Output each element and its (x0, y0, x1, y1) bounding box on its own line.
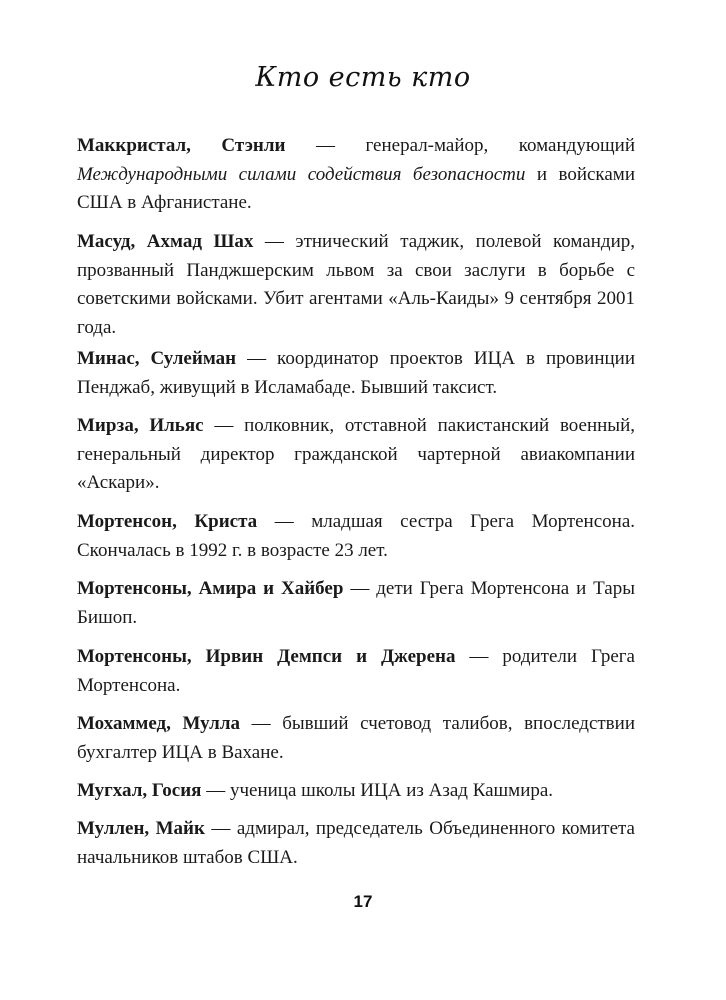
glossary-entry (77, 777, 635, 806)
entry-name: Мирза, Ильяс (77, 415, 204, 436)
running-header: Кто есть кто (255, 62, 471, 93)
entry-text: — дети Грега Мортенсона и Тары Бишоп. (77, 578, 635, 628)
entry-text: — координатор проектов ИЦА в провинции Пенджаб, живущий в Исламабаде. Бывший таксист. (77, 348, 635, 398)
entry-text: — ученица школы ИЦА из Азад Кашмира. (201, 780, 554, 801)
entry-italic-text: Международными силами содействия безопасности (77, 163, 526, 185)
glossary-entry (77, 345, 635, 402)
entry-text: — адмирал, председатель Объединенного комитета начальников штабов США. (77, 818, 635, 868)
glossary-entry (77, 132, 635, 218)
entry-text: и войсками США в Афганистане. (77, 163, 635, 213)
page-number: 17 (353, 892, 373, 911)
entry-name: Маккристал, Стэнли (77, 135, 286, 156)
glossary-entry (77, 575, 635, 632)
glossary-entry (77, 228, 635, 342)
glossary-entry (77, 710, 635, 767)
entry-name: Мортенсон, Криста (77, 511, 258, 532)
entry-text: — полковник, отставной пакистанский военный, генеральный директор гражданской чартерной авиакомпании «Аскари». (77, 415, 635, 493)
entry-name: Мортенсоны, Ирвин Демпси и Джерена (77, 646, 456, 667)
glossary-entry (77, 412, 635, 498)
glossary-entry (77, 508, 635, 565)
entry-text: — этнический таджик, полевой командир, прозванный Панджшерским львом за свои заслуги в борьбе с советскими войсками. Убит агентами «Аль-Каиды» 9 сентября 2001 года. (77, 231, 635, 338)
entry-name: Муллен, Майк (77, 818, 205, 839)
glossary-entry (77, 815, 635, 872)
entry-text: — генерал-майор, командующий (285, 135, 635, 156)
entry-name: Мугхал, Госия (77, 780, 202, 801)
entry-name: Масуд, Ахмад Шах (77, 231, 254, 252)
entry-text: — младшая сестра Грега Мортенсона. Скончалась в 1992 г. в возрасте 23 лет. (77, 511, 636, 561)
glossary-entry (77, 643, 635, 700)
entry-name: Мортенсоны, Амира и Хайбер (77, 578, 344, 599)
entry-text: — бывший счетовод талибов, впоследствии бухгалтер ИЦА в Вахане. (77, 713, 635, 763)
entry-name: Минас, Сулейман (77, 348, 237, 369)
entry-text: — родители Грега Мортенсона. (77, 646, 635, 696)
entry-name: Мохаммед, Мулла (77, 713, 241, 734)
